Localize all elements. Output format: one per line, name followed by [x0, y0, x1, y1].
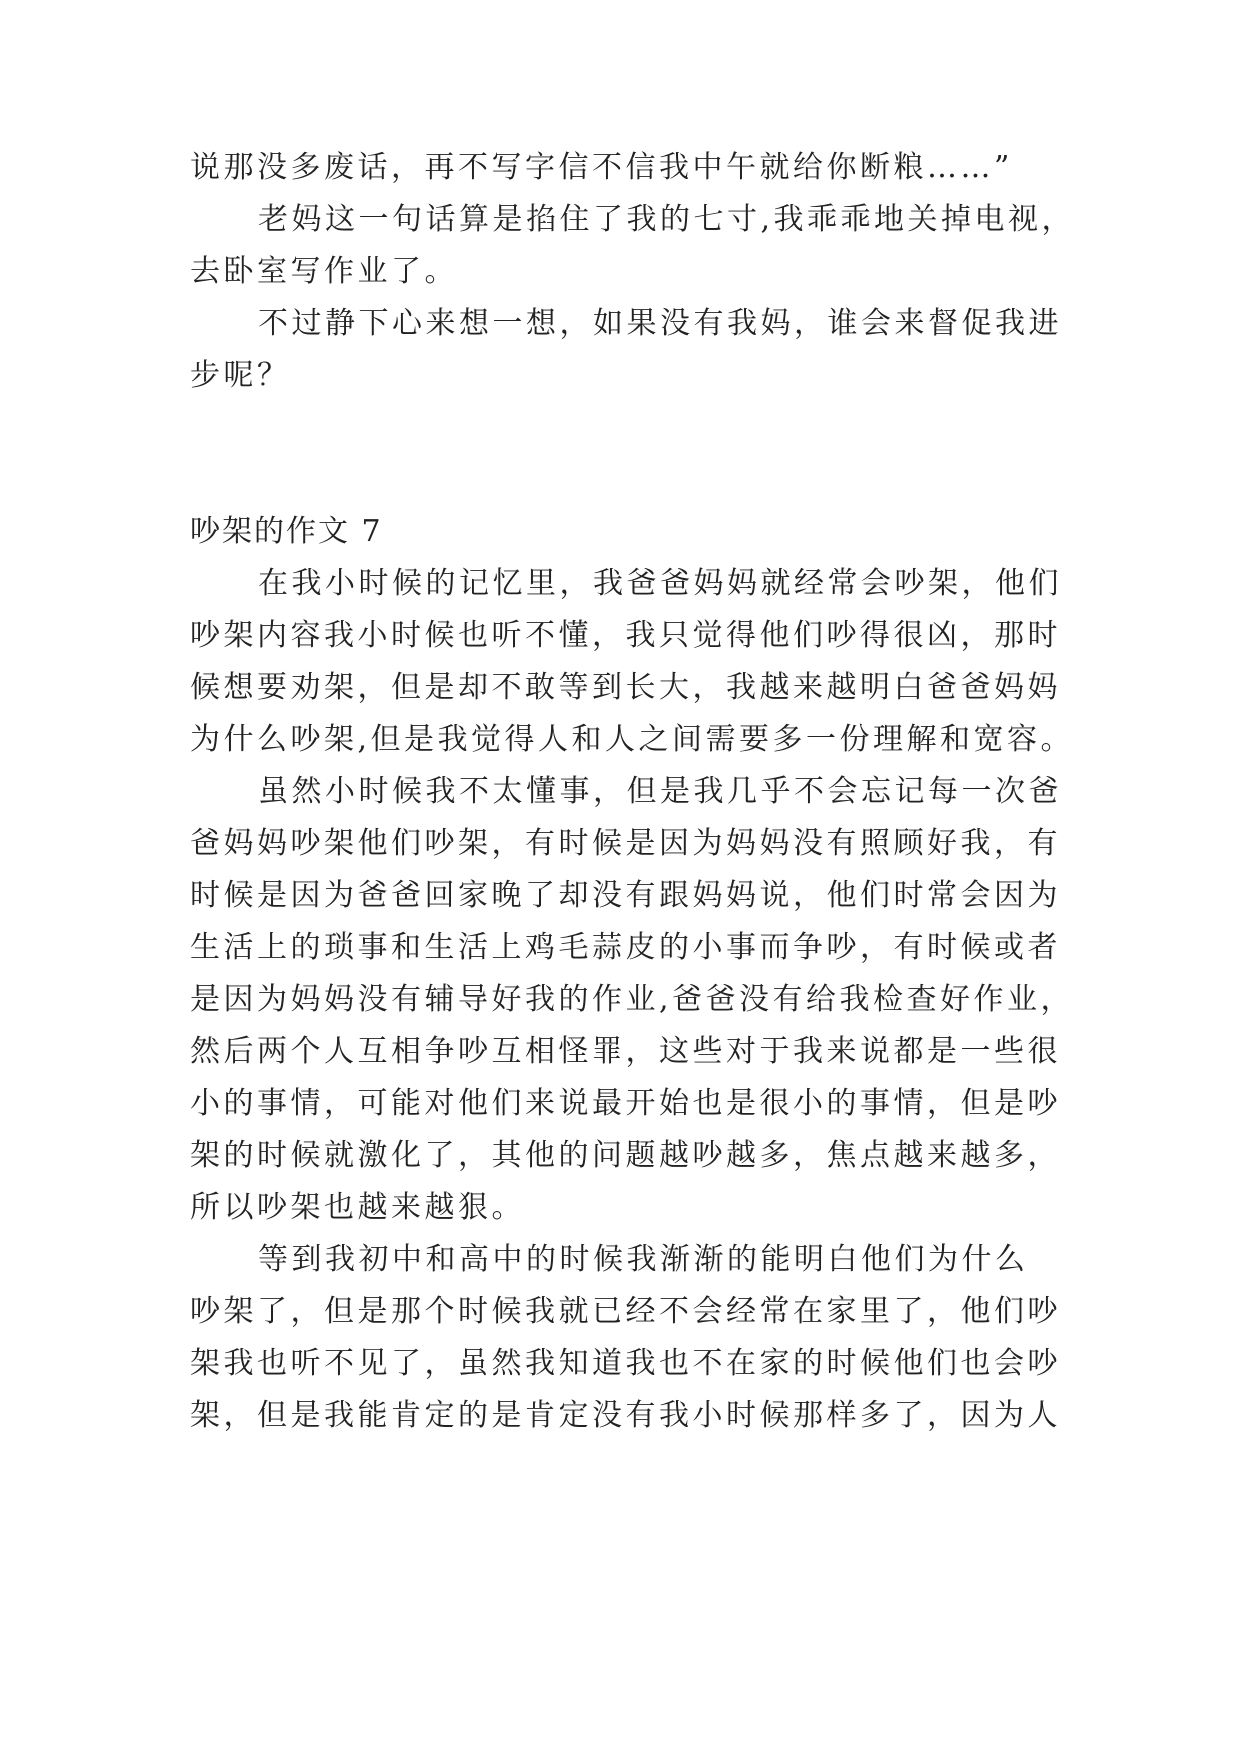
paragraph-start: 在我小时候的记忆里，我爸爸妈妈就经常会吵架，他们	[258, 566, 1062, 601]
text-line: 架我也听不见了，虽然我知道我也不在家的时候他们也会吵	[190, 1346, 1061, 1381]
text-line: 吵架了，但是那个时候我就已经不会经常在家里了，他们吵	[190, 1294, 1061, 1329]
text-line: 候想要劝架，但是却不敢等到长大，我越来越明白爸爸妈妈	[190, 670, 1061, 705]
text-line: 然后两个人互相争吵互相怪罪，这些对于我来说都是一些很	[190, 1034, 1061, 1069]
text-line: 爸妈妈吵架他们吵架，有时候是因为妈妈没有照顾好我，有	[190, 826, 1061, 861]
text-line: 是因为妈妈没有辅导好我的作业,爸爸没有给我检查好作业，	[190, 982, 1075, 1017]
paragraph-start: 老妈这一句话算是掐住了我的七寸,我乖乖地关掉电视，	[258, 202, 1076, 237]
text-line: 所以吵架也越来越狠。	[190, 1190, 525, 1225]
text-line: 架的时候就激化了，其他的问题越吵越多，焦点越来越多，	[190, 1138, 1061, 1173]
text-line: 生活上的琐事和生活上鸡毛蒜皮的小事而争吵，有时候或者	[190, 930, 1061, 965]
text-line: 架，但是我能肯定的是肯定没有我小时候那样多了，因为人	[190, 1398, 1061, 1433]
text-line: 步呢？	[190, 358, 291, 393]
paragraph-start: 等到我初中和高中的时候我渐渐的能明白他们为什么	[258, 1242, 1029, 1277]
text-line: 小的事情，可能对他们来说最开始也是很小的事情，但是吵	[190, 1086, 1061, 1121]
text-line: 时候是因为爸爸回家晚了却没有跟妈妈说，他们时常会因为	[190, 878, 1061, 913]
paragraph-start: 不过静下心来想一想，如果没有我妈，谁会来督促我进	[258, 306, 1062, 341]
text-line: 说那没多废话，再不写字信不信我中午就给你断粮……”	[190, 150, 1013, 185]
text-line: 去卧室写作业了。	[190, 254, 458, 289]
text-line: 为什么吵架,但是我觉得人和人之间需要多一份理解和宽容。	[190, 722, 1075, 757]
text-line: 吵架内容我小时候也听不懂，我只觉得他们吵得很凶，那时	[190, 618, 1061, 653]
section-title: 吵架的作文 7	[190, 514, 383, 549]
paragraph-start: 虽然小时候我不太懂事，但是我几乎不会忘记每一次爸	[258, 774, 1062, 809]
